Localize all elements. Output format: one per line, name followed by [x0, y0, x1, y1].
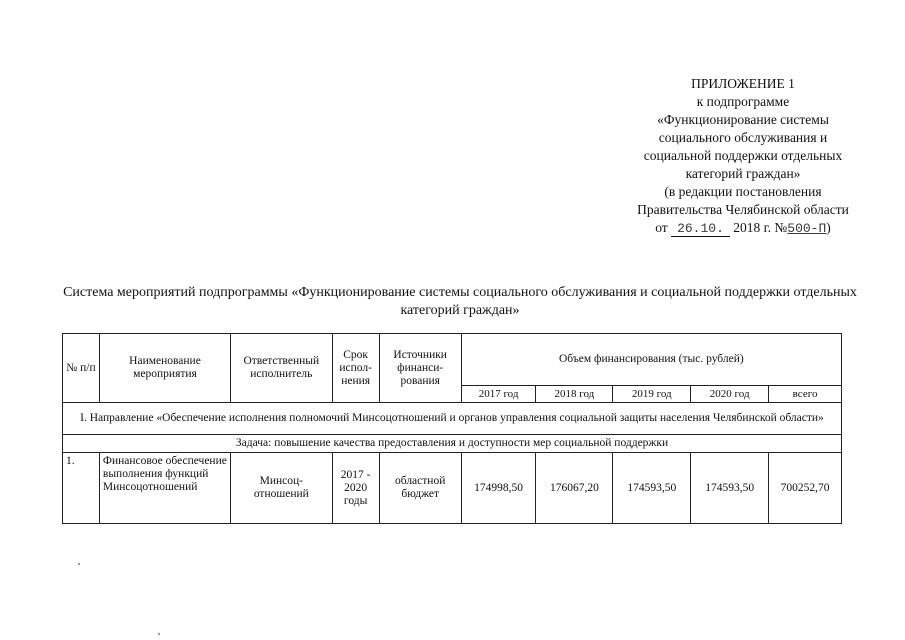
document-title: Система мероприятий подпрограммы «Функционирование системы социального обслуживания и социальной поддержки отдельных категорий граждан»: [63, 285, 857, 318]
date-prefix: от: [655, 220, 668, 235]
row-term: 2017 - 2020 годы: [332, 453, 379, 524]
appendix-line-3: социального обслуживания и: [658, 130, 828, 145]
header-row: [63, 334, 842, 386]
row-value-2017: 174998,50: [461, 453, 536, 524]
year-2019: 2019 год: [613, 386, 691, 403]
row-num: 1.: [63, 453, 100, 524]
row-name: Финансовое обеспечение выполнения функций Минсоцотношений: [99, 453, 230, 524]
year-2017: 2017 год: [461, 386, 536, 403]
header-funding: Объем финансирования (тыс. рублей): [461, 334, 841, 386]
header-num: № п/п: [63, 334, 100, 403]
program-table: [62, 333, 842, 524]
header-executor: Ответственный исполнитель: [231, 334, 332, 403]
appendix-line-7: Правительства Челябинской области: [637, 202, 849, 217]
appendix-block: [598, 75, 888, 238]
task-row: [63, 435, 842, 453]
row-value-total: 700252,70: [769, 453, 842, 524]
table-row: [63, 453, 842, 524]
year-2018: 2018 год: [536, 386, 613, 403]
section-title: I. Направление «Обеспечение исполнения полномочий Минсоцотношений и органов управления социальной защиты населения Челябинской области»: [63, 403, 842, 435]
appendix-line-1: к подпрограмме: [696, 94, 790, 109]
row-value-2018: 176067,20: [536, 453, 613, 524]
row-value-2020: 174593,50: [691, 453, 769, 524]
year-number-label: 2018 г. №: [733, 220, 788, 235]
date-value: 26.10.: [677, 221, 724, 236]
header-term: Срок испол-нения: [332, 334, 379, 403]
year-2020: 2020 год: [691, 386, 769, 403]
closing-paren: ): [826, 220, 831, 235]
appendix-date-line: [598, 219, 888, 238]
row-executor: Минсоц-отношений: [231, 453, 332, 524]
scan-speck: [78, 563, 80, 565]
header-name: Наименование мероприятия: [99, 334, 230, 403]
row-value-2019: 174593,50: [613, 453, 691, 524]
section-row: [63, 403, 842, 435]
year-total: всего: [769, 386, 842, 403]
appendix-heading: ПРИЛОЖЕНИЕ 1: [691, 76, 795, 91]
appendix-line-2: «Функционирование системы: [657, 112, 829, 127]
appendix-line-5: категорий граждан»: [685, 166, 801, 181]
document-number: 500-П: [787, 221, 827, 236]
date-field: [671, 221, 730, 237]
appendix-line-6: (в редакции постановления: [664, 184, 822, 199]
task-title: Задача: повышение качества предоставления и доступности мер социальной поддержки: [63, 435, 842, 453]
scan-speck: [158, 633, 160, 635]
appendix-line-4: социальной поддержки отдельных: [643, 148, 843, 163]
header-sources: Источники финанси-рования: [379, 334, 461, 403]
row-source: областной бюджет: [379, 453, 461, 524]
